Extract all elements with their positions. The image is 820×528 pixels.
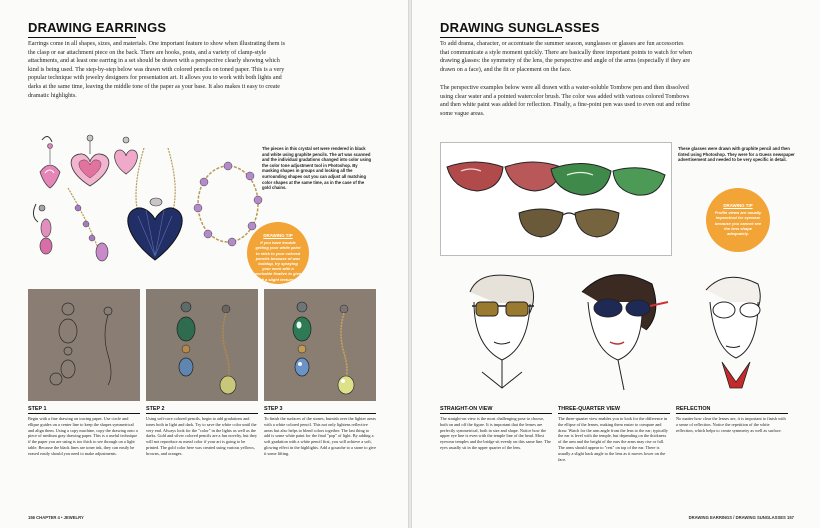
drawing-tip-text: If you have trouble getting your white paint to stick to your colored pencils because of wax buildup, try spraying your work with a workable fixative to give it a slight texture. xyxy=(254,240,302,282)
step-3-block xyxy=(264,406,376,457)
right-page xyxy=(412,0,820,528)
sunglasses-intro-text: To add drama, character, or accentuate the summer season, sunglasses or glasses are fun accessories that communicate a style moment quickly. There are basically three important points to watch for when drawing glasses: the symmetry of the lens, the perspective and angle of the arms (especially if they are drawn on a face), and the fit or placement on the face. xyxy=(440,41,692,73)
straight-on-view-heading: STRAIGHT-ON VIEW xyxy=(440,406,552,414)
step-2-colored-pencil xyxy=(146,289,258,401)
step-3-panel xyxy=(264,289,376,401)
step-3-heading: STEP 3 xyxy=(264,406,376,414)
drawing-tip-heading: DRAWING TIP xyxy=(263,233,293,238)
purple-stone-chain xyxy=(68,188,108,261)
step-3-text: To finish the surfaces of the stones, burnish over the lighter areas with a white colored pencil. This not only lightens reflective areas but also helps to blend colors together. The last thing to add is some white paint for the final "pop" of light. By adding a soft gradation with a white pencil first, you will achieve a soft, glowing effect in the highlights. Add a gouache to a stone to give it some lifting. xyxy=(264,416,376,456)
step-2-panel xyxy=(146,289,258,401)
reflection-face-illustration xyxy=(682,262,782,402)
step-1-block xyxy=(28,406,140,457)
title-underline xyxy=(28,37,136,38)
left-page xyxy=(0,0,408,528)
step-1-heading: STEP 1 xyxy=(28,406,140,414)
three-quarter-face-illustration xyxy=(562,262,672,402)
step-2-heading: STEP 2 xyxy=(146,406,258,414)
title-underline-right xyxy=(440,37,562,38)
straight-on-face-illustration xyxy=(452,262,552,402)
step-3-finished xyxy=(264,289,376,401)
page-title-sunglasses: DRAWING SUNGLASSES xyxy=(440,20,600,35)
three-quarter-view-text: The three-quarter view enables you to look for the difference in the ellipse of the lenses, making them easier to compare and draw. Watch for the arm angle from the lens to the ear; typically the ear is level with the temple, but depending on the thickness of the arm and the height of the ears the arms may rise or fall. The arms should appear to "rest" on top of the ear. There is usually a slight back angle to the lens as it moves lower on the face. xyxy=(558,416,668,462)
crystal-set-caption: The pieces in this crystal set were rendered in black and white using graphite pencils. The art was scanned and the individual gradations changed into color using the color tone adjustment tool in Photoshop. By masking shapes in groups and locking all the surrounding shapes out you can adjust all matching color shapes at the same time, as in the case of the gold chains. xyxy=(262,146,372,191)
earrings-intro-text: Earrings come in all shapes, sizes, and materials. One important feature to show when illustrating them is the clasp or ear attachment piece on the back. There are hooks, posts, and a variety of clamp-style attachments, and at least one earring in a set should be drawn with a perspective clearly showing which kind is being used. The step-by-step below was drawn with colored pencils on toned paper. This is a very popular technique with jewelry designers for presentation art. It allows you to work with both lights and darks at the same time, leaving the middle tone of the paper as your base. It also makes it easy to create dramatic highlights. xyxy=(28,41,286,99)
drawing-tip-heading-right: DRAWING TIP xyxy=(723,203,753,208)
drawing-tip-text-right: Profile views are usually impractical for eyewear because you cannot see the lens shape adequately. xyxy=(714,210,762,237)
step-2-text: Using soft-core colored pencils, begin to add gradations and tones both in light and dark. Try to save the white color until the very end. Always look for the "color" in the lights as well as the darks. Gold and silver colored pencils are a fun novelty, but they will not reproduce as metal color if your art is going to be printed. The gold color here was created using various yellows, browns, and oranges. xyxy=(146,416,258,456)
green-lens-sunglasses xyxy=(551,163,665,195)
sunglasses-trio-drawing xyxy=(441,143,671,255)
page-footer-right: DRAWING EARRINGS / DRAWING SUNGLASSES 157 xyxy=(688,515,794,520)
reflection-heading: REFLECTION xyxy=(676,406,788,414)
brown-lens-sunglasses xyxy=(519,209,619,237)
pink-dangle-earring xyxy=(40,136,60,188)
straight-on-view-block xyxy=(440,406,552,451)
guess-sunglasses-illustration xyxy=(440,142,672,256)
step-1-text: Begin with a fine drawing on tracing paper. Use circle and ellipse guides on a center line to keep the shapes symmetrical and align them. Using a copy machine, copy the drawing onto a piece of medium gray drawing paper. This is a useful technique if the paper you are using is too thick to see through on a light table. Because the black lines are toner ink, they can easily be erased easily should you need to make adjustments. xyxy=(28,416,138,456)
sunglasses-technique-text: The perspective examples below were all drawn with a water-soluble Tombow pen and then dissolved using clear water and a pointed watercolor brush. The color was added with various colored Tombows and then white paint was added for reflection. Finally, a fine-point pen was used to even out and refine some vague areas. xyxy=(440,85,691,117)
drawing-tip-badge-left xyxy=(247,222,309,284)
clip-earring xyxy=(33,204,52,254)
red-lens-sunglasses xyxy=(447,162,561,191)
crystal-earring-set-illustration xyxy=(28,128,264,266)
drawing-tip-badge-right xyxy=(706,188,770,252)
pink-heart-drop-earring xyxy=(115,137,138,174)
reflection-text: No matter how clear the lenses are, it is important to finish with a sense of reflection. Notice the repetition of the white reflection, which helps to create symmetry as well as surface. xyxy=(676,416,786,433)
three-quarter-view-block xyxy=(558,406,670,462)
straight-on-view-text: The straight-on view is the most challenging pose to choose, both on and off the figure. It is important that the lenses are perfectly symmetrical, both in size and shape. Notice how the upper eye line is even with the temple line of the head. Most eyewear temples and the bridge sit evenly on this same line. The eyes usually sit in the upper quarter of the lens. xyxy=(440,416,551,450)
step-2-block xyxy=(146,406,258,457)
pink-heart-earring xyxy=(71,135,109,186)
guess-ad-caption: These glasses were drawn with graphite pencil and then tinted using Photoshop. They were for a Guess newspaper advertisement and needed to be very specific in detail. xyxy=(678,146,795,163)
step-1-panel xyxy=(28,289,140,401)
reflection-block xyxy=(676,406,788,433)
three-quarter-view-heading: THREE-QUARTER VIEW xyxy=(558,406,670,414)
page-title-earrings: DRAWING EARRINGS xyxy=(28,20,167,35)
blue-heart-pendant xyxy=(128,148,182,260)
page-footer-left: 156 CHAPTER 4 • JEWELRY xyxy=(28,515,84,520)
step-1-sketch xyxy=(28,289,140,401)
